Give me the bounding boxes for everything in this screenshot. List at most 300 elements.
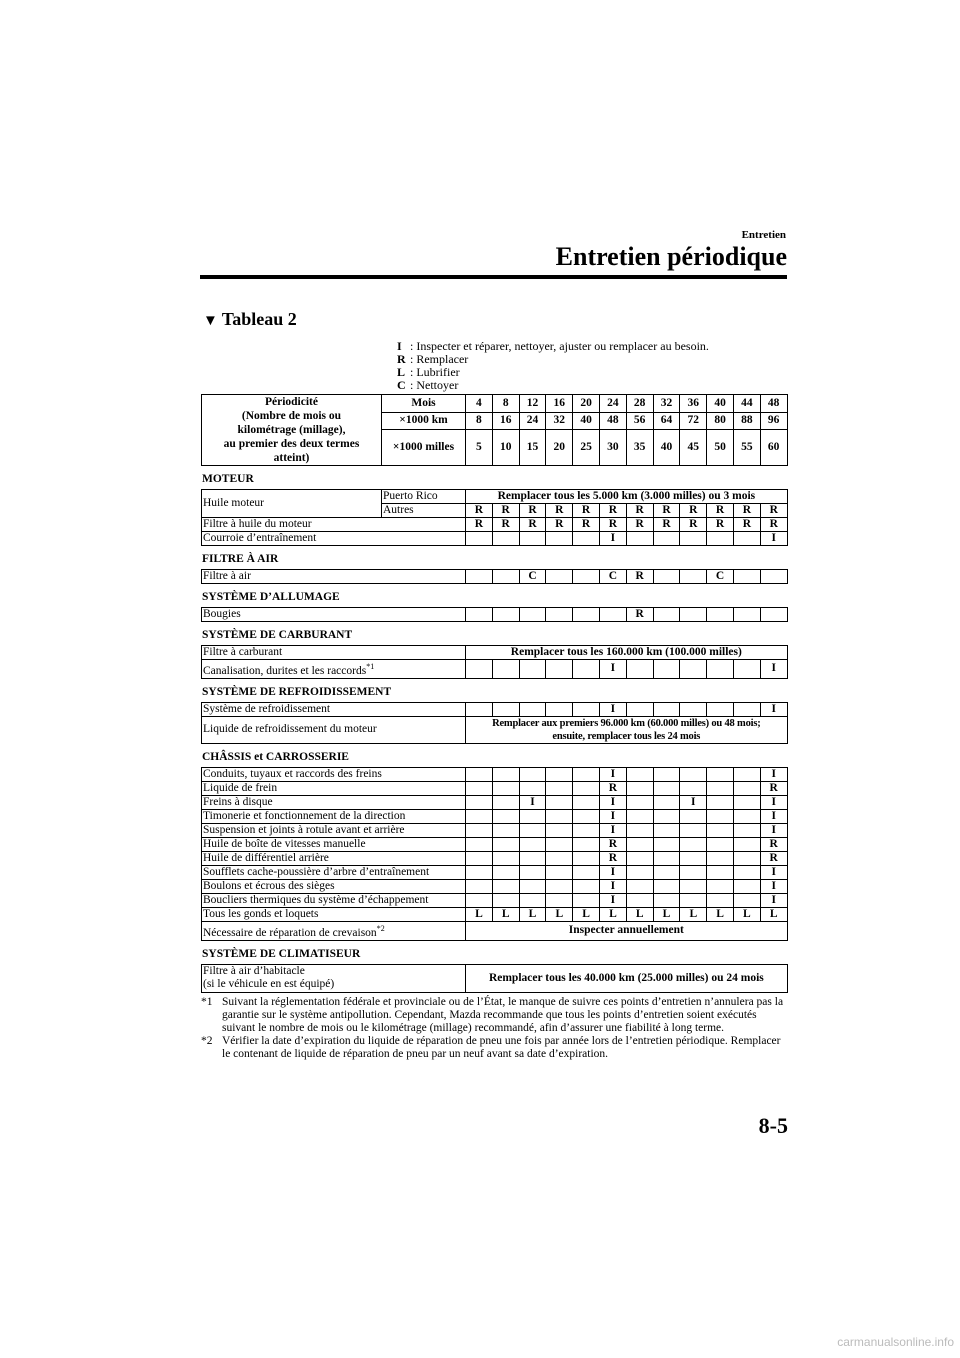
header-rule xyxy=(200,275,787,279)
row-cell: L xyxy=(680,907,707,921)
row-cell: I xyxy=(760,532,787,546)
periodicity-value: 10 xyxy=(492,430,519,466)
row-cell xyxy=(733,795,760,809)
legend-text: : Lubrifier xyxy=(407,365,460,379)
row-cell xyxy=(519,532,546,546)
table-row xyxy=(202,795,788,809)
row-cell xyxy=(546,837,573,851)
row-cell xyxy=(466,809,493,823)
periodicity-value: 36 xyxy=(680,395,707,413)
row-cell: L xyxy=(519,907,546,921)
row-cell xyxy=(519,767,546,781)
row-cell xyxy=(519,608,546,622)
row-cell xyxy=(707,781,734,795)
periodicity-value: 4 xyxy=(466,395,493,413)
row-cell xyxy=(733,865,760,879)
row-cell: R xyxy=(760,851,787,865)
row-cell: R xyxy=(760,781,787,795)
row-cell: L xyxy=(653,907,680,921)
periodicity-value: 48 xyxy=(760,395,787,413)
row-cell: R xyxy=(466,518,493,532)
table-row xyxy=(202,921,788,940)
row-cell: I xyxy=(600,823,627,837)
row-cell xyxy=(760,608,787,622)
section-heading: FILTRE À AIR xyxy=(202,553,279,565)
periodicity-value: 35 xyxy=(626,430,653,466)
periodicity-value: 40 xyxy=(573,412,600,430)
row-cell: R xyxy=(760,504,787,518)
row-cell xyxy=(653,702,680,716)
schedule-table xyxy=(201,702,788,744)
row-cell xyxy=(546,879,573,893)
row-cell xyxy=(680,837,707,851)
periodicity-value: 32 xyxy=(546,412,573,430)
row-cell xyxy=(573,893,600,907)
table-row xyxy=(202,570,788,584)
row-cell xyxy=(653,795,680,809)
row-cell xyxy=(680,767,707,781)
footnote-ref: *1 xyxy=(366,662,375,671)
periodicity-value: 48 xyxy=(599,412,626,430)
row-cell xyxy=(680,702,707,716)
row-cell: L xyxy=(626,907,653,921)
footnote-key: *1 xyxy=(201,995,213,1008)
row-span-value: Remplacer tous les 160.000 km (100.000 milles) xyxy=(466,646,788,660)
row-cell xyxy=(653,532,680,546)
row-cell xyxy=(733,851,760,865)
row-cell xyxy=(466,702,493,716)
row-label: Bougies xyxy=(202,608,466,622)
row-cell xyxy=(492,570,519,584)
row-cell xyxy=(492,702,519,716)
row-cell: I xyxy=(600,702,627,716)
table-row xyxy=(202,608,788,622)
row-cell xyxy=(546,893,573,907)
triangle-icon: ▼ xyxy=(203,313,218,329)
row-cell xyxy=(573,809,600,823)
row-cell xyxy=(546,702,573,716)
watermark: carmanualsonline.info xyxy=(837,1335,954,1349)
row-label: Canalisation, durites et les raccords$^{*1}$ xyxy=(202,660,466,679)
maintenance-schedule xyxy=(201,394,787,1061)
row-cell xyxy=(680,865,707,879)
row-cell xyxy=(466,767,493,781)
row-cell xyxy=(680,608,707,622)
periodicity-value: 40 xyxy=(707,395,734,413)
row-cell xyxy=(653,767,680,781)
row-cell xyxy=(573,767,600,781)
row-cell xyxy=(546,660,573,679)
row-cell xyxy=(626,781,653,795)
row-cell xyxy=(626,823,653,837)
row-cell xyxy=(733,837,760,851)
periodicity-value: 20 xyxy=(546,430,573,466)
row-cell xyxy=(492,781,519,795)
periodicity-unit: ×1000 milles xyxy=(382,430,466,466)
row-cell xyxy=(626,767,653,781)
page-title: Entretien périodique xyxy=(555,242,787,271)
row-cell xyxy=(546,781,573,795)
row-cell: L xyxy=(733,907,760,921)
row-label: Timonerie et fonctionnement de la direction xyxy=(202,809,466,823)
row-cell xyxy=(546,767,573,781)
row-cell xyxy=(707,893,734,907)
row-cell xyxy=(653,660,680,679)
row-cell: R xyxy=(707,518,734,532)
row-cell xyxy=(653,570,680,584)
row-cell xyxy=(519,809,546,823)
row-cell xyxy=(600,608,627,622)
row-cell xyxy=(519,879,546,893)
row-cell: I xyxy=(519,795,546,809)
row-cell xyxy=(519,851,546,865)
row-cell xyxy=(626,809,653,823)
periodicity-value: 16 xyxy=(492,412,519,430)
row-cell xyxy=(573,865,600,879)
row-cell xyxy=(760,570,787,584)
row-cell: I xyxy=(600,893,627,907)
row-cell xyxy=(573,795,600,809)
periodicity-value: 20 xyxy=(573,395,600,413)
row-sublabel: Autres xyxy=(382,504,466,518)
periodicity-value: 30 xyxy=(599,430,626,466)
row-label: Filtre à carburant xyxy=(202,646,466,660)
row-cell xyxy=(733,702,760,716)
row-cell: I xyxy=(599,532,626,546)
row-cell: I xyxy=(760,823,787,837)
row-cell xyxy=(733,660,760,679)
row-cell xyxy=(733,879,760,893)
row-cell xyxy=(707,608,734,622)
row-cell: R xyxy=(760,837,787,851)
row-cell xyxy=(707,767,734,781)
row-cell: R xyxy=(626,608,653,622)
row-label: Liquide de refroidissement du moteur xyxy=(202,716,466,743)
row-cell xyxy=(466,851,493,865)
section-title xyxy=(203,309,297,330)
legend-item xyxy=(397,379,709,392)
row-cell xyxy=(626,702,653,716)
row-sublabel: Puerto Rico xyxy=(382,490,466,504)
row-cell xyxy=(492,532,519,546)
section-heading: SYSTÈME DE CLIMATISEUR xyxy=(202,947,361,960)
row-cell: R xyxy=(573,518,600,532)
row-cell: L xyxy=(600,907,627,921)
row-cell xyxy=(573,532,600,546)
row-label: Huile moteur xyxy=(202,490,382,518)
row-cell xyxy=(492,823,519,837)
row-cell xyxy=(573,781,600,795)
row-cell xyxy=(466,823,493,837)
periodicity-label: Périodicité (Nombre de mois ou kilométrage (millage), au premier des deux termes atteint) xyxy=(202,395,382,466)
legend xyxy=(397,340,709,392)
row-cell xyxy=(573,660,600,679)
row-cell: R xyxy=(546,518,573,532)
table-row xyxy=(202,660,788,679)
row-cell xyxy=(466,660,493,679)
row-cell xyxy=(680,809,707,823)
row-label: Boulons et écrous des sièges xyxy=(202,879,466,893)
row-cell: R xyxy=(626,570,653,584)
row-cell xyxy=(707,660,734,679)
row-cell xyxy=(707,532,734,546)
footnote-text: Vérifier la date d’expiration du liquide de réparation de pneu une fois par année lors de l’entretien périodique. Remplacer le contenant de liquide de réparation de pneu par un neuf avant sa date d’expiration. xyxy=(222,1034,781,1060)
schedule-table xyxy=(201,767,788,941)
table-row xyxy=(202,716,788,743)
row-cell: R xyxy=(600,781,627,795)
row-cell xyxy=(519,837,546,851)
row-cell: R xyxy=(707,504,734,518)
row-cell xyxy=(519,893,546,907)
row-cell: L xyxy=(573,907,600,921)
row-cell xyxy=(466,879,493,893)
row-cell: I xyxy=(599,660,626,679)
legend-text: : Nettoyer xyxy=(407,378,459,392)
row-cell xyxy=(653,809,680,823)
row-cell: I xyxy=(600,865,627,879)
table-row xyxy=(202,767,788,781)
periodicity-value: 60 xyxy=(760,430,787,466)
table-row xyxy=(202,851,788,865)
row-cell xyxy=(492,795,519,809)
row-span-value: Remplacer tous les 40.000 km (25.000 milles) ou 24 mois xyxy=(466,964,788,992)
row-cell: L xyxy=(546,907,573,921)
periodicity-value: 45 xyxy=(680,430,707,466)
table-row xyxy=(202,646,788,660)
row-cell: L xyxy=(466,907,493,921)
periodicity-value: 55 xyxy=(733,430,760,466)
row-cell xyxy=(707,879,734,893)
row-cell xyxy=(733,893,760,907)
periodicity-value: 56 xyxy=(626,412,653,430)
row-label: Boucliers thermiques du système d’échappement xyxy=(202,893,466,907)
table-row xyxy=(202,837,788,851)
page-number: 8-5 xyxy=(758,1113,788,1138)
row-cell xyxy=(707,702,734,716)
row-cell xyxy=(680,823,707,837)
legend-key: I xyxy=(397,339,402,353)
periodicity-unit: ×1000 km xyxy=(382,412,466,430)
row-cell xyxy=(492,608,519,622)
row-label: Filtre à air d’habitacle (si le véhicule en est équipé) xyxy=(202,964,466,992)
row-cell: R xyxy=(600,851,627,865)
row-cell xyxy=(573,608,600,622)
table-row xyxy=(202,879,788,893)
row-cell xyxy=(466,532,493,546)
row-cell xyxy=(573,879,600,893)
legend-key: R xyxy=(397,352,406,366)
periodicity-value: 16 xyxy=(546,395,573,413)
row-label: Huile de différentiel arrière xyxy=(202,851,466,865)
row-cell xyxy=(492,879,519,893)
periodicity-value: 24 xyxy=(519,412,546,430)
row-cell xyxy=(492,809,519,823)
row-cell xyxy=(492,660,519,679)
section-heading: SYSTÈME DE REFROIDISSEMENT xyxy=(202,685,392,698)
schedule-table xyxy=(201,645,788,679)
row-cell xyxy=(573,837,600,851)
row-cell: R xyxy=(546,504,573,518)
row-cell xyxy=(466,865,493,879)
row-cell xyxy=(519,660,546,679)
row-cell: R xyxy=(492,504,519,518)
row-cell: C xyxy=(707,570,734,584)
row-label: Soufflets cache-poussière d’arbre d’entraînement xyxy=(202,865,466,879)
row-cell xyxy=(626,795,653,809)
row-cell xyxy=(653,893,680,907)
row-cell: R xyxy=(626,504,653,518)
table-row xyxy=(202,823,788,837)
row-cell xyxy=(653,851,680,865)
row-cell: R xyxy=(680,504,707,518)
legend-text: : Remplacer xyxy=(407,352,469,366)
row-cell: I xyxy=(760,702,787,716)
row-cell xyxy=(546,851,573,865)
row-span-value: Inspecter annuellement xyxy=(466,921,788,940)
periodicity-value: 96 xyxy=(760,412,787,430)
row-cell xyxy=(546,809,573,823)
row-cell xyxy=(492,851,519,865)
footnote-key: *2 xyxy=(201,1034,213,1047)
row-cell: I xyxy=(600,767,627,781)
row-cell xyxy=(653,608,680,622)
section-heading: MOTEUR xyxy=(202,473,254,485)
footnote xyxy=(201,1035,787,1061)
row-cell xyxy=(653,837,680,851)
periodicity-value: 50 xyxy=(707,430,734,466)
row-cell: R xyxy=(599,518,626,532)
row-cell xyxy=(492,837,519,851)
schedule-table xyxy=(201,607,788,622)
row-cell: I xyxy=(760,795,787,809)
table-row xyxy=(202,893,788,907)
row-span-value: Remplacer tous les 5.000 km (3.000 milles) ou 3 mois xyxy=(466,490,788,504)
row-cell xyxy=(466,608,493,622)
periodicity-value: 44 xyxy=(733,395,760,413)
periodicity-value: 28 xyxy=(626,395,653,413)
row-label: Système de refroidissement xyxy=(202,702,466,716)
row-cell: R xyxy=(760,518,787,532)
periodicity-value: 8 xyxy=(492,395,519,413)
section-heading: SYSTÈME D’ALLUMAGE xyxy=(202,591,340,603)
schedule-table xyxy=(201,964,788,993)
row-cell: R xyxy=(733,518,760,532)
row-cell xyxy=(519,823,546,837)
periodicity-row xyxy=(202,395,788,413)
row-cell: C xyxy=(599,570,626,584)
row-cell: I xyxy=(760,660,787,679)
row-cell: R xyxy=(653,504,680,518)
row-cell xyxy=(707,837,734,851)
footnote-text: Suivant la réglementation fédérale et provinciale ou de l’État, le manque de suivre ces points d’entretien n’annulera pas la garantie sur le système antipollution. Cependant, Mazda recommande que tous les points d’entretien soient exécutés suivant le nombre de mois ou le kilométrage (millage) recommandé, afin d’assurer une fiabilité à long terme. xyxy=(222,995,784,1034)
row-cell xyxy=(466,795,493,809)
periodicity-value: 12 xyxy=(519,395,546,413)
row-cell xyxy=(519,702,546,716)
row-cell xyxy=(733,781,760,795)
schedule-table xyxy=(201,569,788,584)
row-cell xyxy=(680,532,707,546)
footnote xyxy=(201,996,787,1035)
row-cell xyxy=(492,865,519,879)
row-cell xyxy=(733,809,760,823)
row-cell xyxy=(519,781,546,795)
row-cell xyxy=(733,823,760,837)
periodicity-value: 32 xyxy=(653,395,680,413)
row-cell: I xyxy=(680,795,707,809)
row-cell xyxy=(626,660,653,679)
periodicity-value: 64 xyxy=(653,412,680,430)
row-cell xyxy=(492,893,519,907)
row-cell xyxy=(626,879,653,893)
row-cell: I xyxy=(760,865,787,879)
row-span-value: Remplacer aux premiers 96.000 km (60.000 milles) ou 48 mois; ensuite, remplacer tous les 24 mois xyxy=(466,716,788,743)
row-cell xyxy=(707,865,734,879)
row-cell: R xyxy=(600,837,627,851)
table-row xyxy=(202,781,788,795)
row-label: Suspension et joints à rotule avant et arrière xyxy=(202,823,466,837)
schedule-table xyxy=(201,489,788,546)
row-cell: I xyxy=(600,795,627,809)
table-row xyxy=(202,532,788,546)
row-cell xyxy=(466,570,493,584)
row-cell xyxy=(466,893,493,907)
row-label: Liquide de frein xyxy=(202,781,466,795)
table-row xyxy=(202,702,788,716)
footnotes xyxy=(201,996,787,1061)
row-cell xyxy=(680,879,707,893)
row-cell: R xyxy=(599,504,626,518)
row-cell xyxy=(733,570,760,584)
periodicity-value: 88 xyxy=(733,412,760,430)
row-cell xyxy=(626,893,653,907)
row-cell xyxy=(626,532,653,546)
row-label: Conduits, tuyaux et raccords des freins xyxy=(202,767,466,781)
row-cell: R xyxy=(519,504,546,518)
table-row xyxy=(202,809,788,823)
row-cell xyxy=(680,781,707,795)
periodicity-value: 24 xyxy=(599,395,626,413)
periodicity-value: 5 xyxy=(466,430,493,466)
row-cell xyxy=(653,879,680,893)
row-cell xyxy=(680,570,707,584)
legend-text: : Inspecter et réparer, nettoyer, ajuster ou remplacer au besoin. xyxy=(407,339,709,353)
row-cell: I xyxy=(760,879,787,893)
periodicity-value: 8 xyxy=(466,412,493,430)
row-cell xyxy=(680,851,707,865)
row-cell xyxy=(626,865,653,879)
section-heading: CHÂSSIS et CARROSSERIE xyxy=(202,750,349,763)
chapter-label: Entretien xyxy=(741,229,786,241)
row-cell xyxy=(546,823,573,837)
section-heading: SYSTÈME DE CARBURANT xyxy=(202,629,353,641)
row-cell xyxy=(707,795,734,809)
row-label: Huile de boîte de vitesses manuelle xyxy=(202,837,466,851)
row-cell: R xyxy=(653,518,680,532)
row-cell xyxy=(680,893,707,907)
row-cell xyxy=(573,823,600,837)
row-cell: I xyxy=(600,809,627,823)
footnote-ref: *2 xyxy=(376,923,385,933)
row-label: Filtre à huile du moteur xyxy=(202,518,466,532)
row-cell xyxy=(707,809,734,823)
row-cell: R xyxy=(492,518,519,532)
row-label: Filtre à air xyxy=(202,570,466,584)
legend-key: L xyxy=(397,365,406,379)
row-cell xyxy=(466,781,493,795)
row-cell xyxy=(573,570,600,584)
periodicity-value: 15 xyxy=(519,430,546,466)
periodicity-value: 80 xyxy=(707,412,734,430)
